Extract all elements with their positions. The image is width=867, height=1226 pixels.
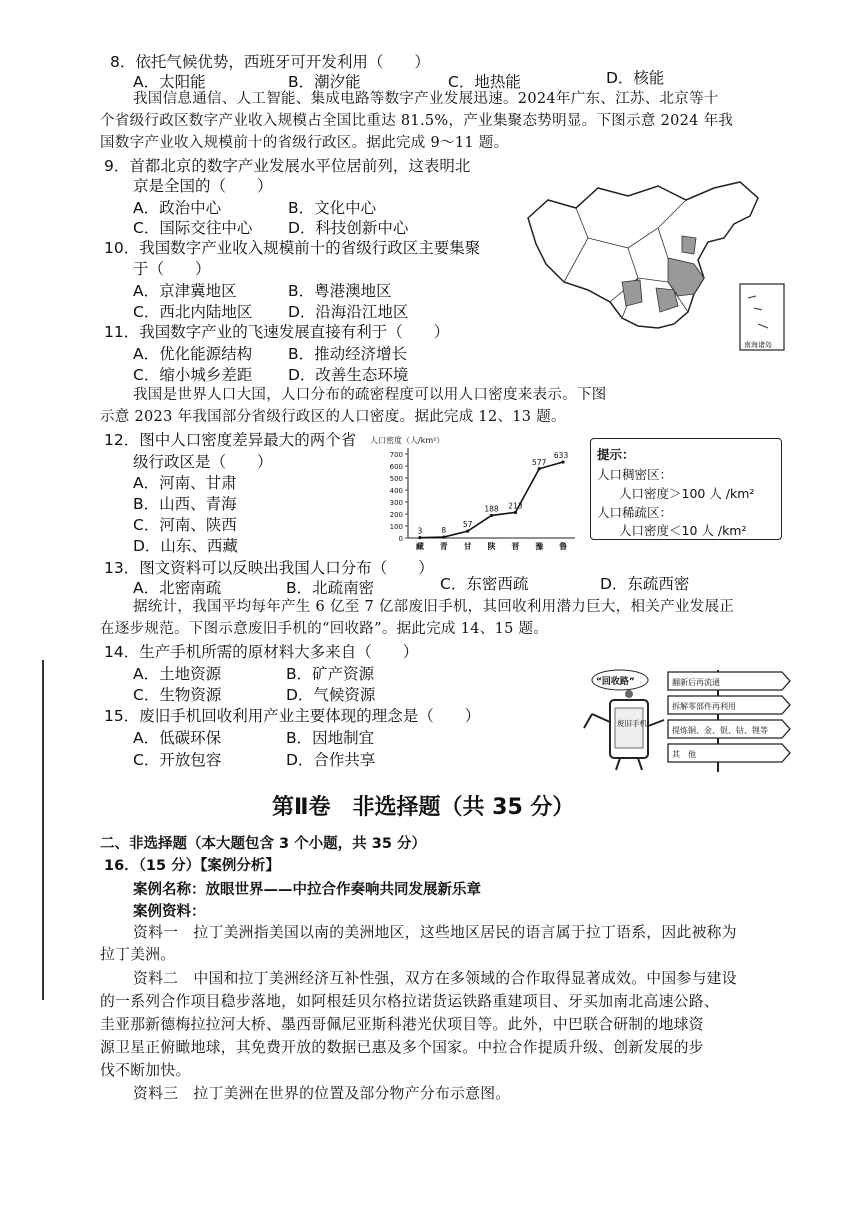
q12-stem-line2: 级行政区是（ ） bbox=[133, 453, 273, 471]
chart-data-label: 213 bbox=[508, 501, 523, 511]
chart-point bbox=[418, 536, 421, 539]
phone-head-dot bbox=[625, 690, 633, 698]
q8-option-a[interactable]: A．太阳能 bbox=[133, 73, 206, 91]
intro-12-13-line2: 示意 2023 年我国部分省级行政区的人口密度。据此完成 12、13 题。 bbox=[100, 409, 566, 425]
intro-9-11-line3: 国数字产业收入规模前十的省级行政区。据此完成 9～11 题。 bbox=[100, 135, 509, 151]
intro-14-15-line1: 据统计，我国平均每年产生 6 亿至 7 亿部废旧手机，其回收利用潜力巨大，相关产业发展正 bbox=[133, 599, 735, 615]
chart-point bbox=[561, 460, 564, 463]
q11-option-a[interactable]: A．优化能源结构 bbox=[133, 345, 253, 363]
phone-screen bbox=[615, 708, 643, 748]
intro-9-11-line1: 我国信息通信、人工智能、集成电路等数字产业发展迅速。2024年广东、江苏、北京等十 bbox=[133, 91, 719, 107]
q13-stem: 13．图文资料可以反映出我国人口分布（ ） bbox=[104, 559, 434, 577]
q16-mat2-line4: 源卫星正俯瞰地球，其免费开放的数据已惠及多个国家。中拉合作提质升级、创新发展的步 bbox=[100, 1039, 704, 1056]
chart-data-label: 8 bbox=[441, 526, 447, 536]
q13-option-c[interactable]: C．东密西疏 bbox=[440, 575, 529, 593]
chart-y-tick-label: 700 bbox=[389, 451, 403, 459]
chart-data-label: 577 bbox=[532, 457, 547, 467]
q10-option-b[interactable]: B．粤港澳地区 bbox=[288, 282, 392, 300]
part2-title: 第Ⅱ卷 非选择题（共 35 分） bbox=[272, 795, 575, 820]
chart-point bbox=[514, 511, 517, 514]
q11-option-c[interactable]: C．缩小城乡差距 bbox=[133, 366, 253, 384]
chart-x-tick-label: 青 bbox=[439, 542, 448, 551]
q9-option-a[interactable]: A．政治中心 bbox=[133, 199, 222, 217]
q8-option-c[interactable]: C．地热能 bbox=[448, 73, 521, 91]
q11-stem: 11．我国数字产业的飞速发展直接有利于（ ） bbox=[104, 323, 450, 341]
chart-y-tick-label: 200 bbox=[389, 511, 403, 519]
q15-option-a[interactable]: A．低碳环保 bbox=[133, 729, 222, 747]
q16-mat3: 资料三 拉丁美洲在世界的位置及部分物产分布示意图。 bbox=[133, 1085, 511, 1102]
q8-stem: 8．依托气候优势，西班牙可开发利用（ ） bbox=[110, 53, 430, 71]
chart-ylabel: 人口密度（人/km²） bbox=[370, 436, 445, 445]
q12-stem-line1: 12．图中人口密度差异最大的两个省 bbox=[104, 431, 357, 449]
chart-y-tick-label: 100 bbox=[389, 523, 403, 531]
q11-option-d[interactable]: D．改善生态环境 bbox=[288, 366, 409, 384]
tip-sparse-label: 人口稀疏区： bbox=[597, 505, 673, 520]
chart-data-label: 188 bbox=[484, 504, 499, 514]
bubble-text: “回收路” bbox=[596, 677, 635, 687]
chart-point bbox=[442, 535, 445, 538]
q8-option-d[interactable]: D．核能 bbox=[606, 69, 665, 87]
chart-y-tick-label: 400 bbox=[389, 487, 403, 495]
chart-y-tick-label: 500 bbox=[389, 475, 403, 483]
chart-x-tick-label: 鲁 bbox=[559, 542, 568, 551]
q9-option-c[interactable]: C．国际交往中心 bbox=[133, 219, 253, 237]
intro-14-15-line2: 在逐步规范。下图示意废旧手机的“回收路”。据此完成 14、15 题。 bbox=[100, 621, 549, 637]
q12-option-b[interactable]: B．山西、青海 bbox=[133, 495, 237, 513]
chart-x-tick-label: 豫 bbox=[535, 542, 544, 551]
intro-12-13-line1: 我国是世界人口大国，人口分布的疏密程度可以用人口密度来表示。下图 bbox=[133, 387, 607, 403]
q12-option-c[interactable]: C．河南、陕西 bbox=[133, 516, 237, 534]
recycle-sign-label: 拆解零部件再利用 bbox=[672, 702, 736, 711]
q16-case-name: 案例名称：放眼世界——中拉合作奏响共同发展新乐章 bbox=[133, 882, 481, 898]
q16-mat2-line3: 圭亚那新德梅拉拉河大桥、墨西哥佩尼亚斯科港光伏项目等。此外，中巴联合研制的地球资 bbox=[100, 1016, 704, 1033]
chart-x-tick-label: 甘 bbox=[463, 542, 472, 551]
phone-legs bbox=[616, 758, 642, 770]
intro-9-11-line2: 个省级行政区数字产业收入规模占全国比重达 81.5%，产业集聚态势明显。下图示意 2024 年我 bbox=[100, 113, 734, 129]
chart-data-label: 57 bbox=[462, 520, 473, 530]
phone-text: 废旧手机 bbox=[617, 719, 647, 728]
tip-dense-rule: 人口密度＞100 人 /km² bbox=[619, 486, 755, 501]
q15-option-b[interactable]: B．因地制宜 bbox=[286, 729, 375, 747]
q14-option-b[interactable]: B．矿产资源 bbox=[286, 665, 375, 683]
chart-y-tick-label: 0 bbox=[398, 535, 403, 543]
chart-point bbox=[490, 514, 493, 517]
q10-option-c[interactable]: C．西北内陆地区 bbox=[133, 303, 253, 321]
china-map-figure bbox=[518, 178, 788, 353]
chart-point bbox=[538, 467, 541, 470]
chart-x-tick-label: 陕 bbox=[487, 542, 496, 551]
chart-y-tick-label: 300 bbox=[389, 499, 403, 507]
q9-option-d[interactable]: D．科技创新中心 bbox=[288, 219, 409, 237]
q12-option-a[interactable]: A．河南、甘肃 bbox=[133, 474, 237, 492]
chart-point bbox=[466, 530, 469, 533]
map-inset-label: 南海诸岛 bbox=[744, 341, 772, 349]
q13-option-a[interactable]: A．北密南疏 bbox=[133, 579, 222, 597]
q15-stem: 15．废旧手机回收利用产业主要体现的理念是（ ） bbox=[104, 707, 481, 725]
q10-option-d[interactable]: D．沿海沿江地区 bbox=[288, 303, 409, 321]
recycle-road-figure bbox=[572, 666, 792, 776]
q16-mat1-line1: 资料一 拉丁美洲指美国以南的美洲地区，这些地区居民的语言属于拉丁语系，因此被称为 bbox=[133, 924, 737, 941]
recycle-sign-label: 其 他 bbox=[672, 750, 696, 759]
population-density-chart bbox=[360, 430, 585, 555]
margin-line bbox=[42, 660, 44, 1000]
q10-stem-line1: 10．我国数字产业收入规模前十的省级行政区主要集聚 bbox=[104, 239, 481, 257]
q16-mat2-line5: 伐不断加快。 bbox=[100, 1062, 191, 1079]
q13-option-b[interactable]: B．北疏南密 bbox=[286, 579, 375, 597]
q8-option-b[interactable]: B．潮汐能 bbox=[288, 73, 361, 91]
chart-x-tick-label: 藏 bbox=[415, 542, 424, 551]
q12-option-d[interactable]: D．山东、西藏 bbox=[133, 537, 238, 555]
tip-title: 提示： bbox=[597, 447, 635, 462]
recycle-sign-label: 提炼铜、金、银、钴、锂等 bbox=[672, 726, 768, 735]
q9-stem-line1: 9．首都北京的数字产业发展水平位居前列，这表明北 bbox=[104, 157, 471, 175]
q16-mat2-line2: 的一系列合作项目稳步落地，如阿根廷贝尔格拉诺货运铁路重建项目、牙买加南北高速公路、 bbox=[100, 993, 719, 1010]
chart-data-label: 3 bbox=[417, 526, 423, 536]
q15-option-c[interactable]: C．开放包容 bbox=[133, 751, 222, 769]
q10-option-a[interactable]: A．京津冀地区 bbox=[133, 282, 237, 300]
q16-mat1-line2: 拉丁美洲。 bbox=[100, 946, 176, 963]
section2-heading: 二、非选择题（本大题包含 3 个小题，共 35 分） bbox=[100, 836, 426, 852]
q14-stem: 14．生产手机所需的原材料大多来自（ ） bbox=[104, 643, 419, 661]
q9-option-b[interactable]: B．文化中心 bbox=[288, 199, 377, 217]
q14-option-a[interactable]: A．土地资源 bbox=[133, 665, 222, 683]
tip-dense-label: 人口稠密区： bbox=[597, 467, 673, 482]
chart-data-label: 633 bbox=[553, 451, 569, 461]
q16-head: 16．（15 分）【案例分析】 bbox=[104, 858, 280, 874]
q16-mat2-line1: 资料二 中国和拉丁美洲经济互补性强，双方在多领域的合作取得显著成效。中国参与建设 bbox=[133, 970, 737, 987]
q11-option-b[interactable]: B．推动经济增长 bbox=[288, 345, 408, 363]
q14-option-d[interactable]: D．气候资源 bbox=[286, 686, 376, 704]
chart-x-tick-label: 晋 bbox=[511, 542, 520, 551]
q10-stem-line2: 于（ ） bbox=[133, 260, 211, 278]
tip-box bbox=[590, 438, 782, 540]
tip-sparse-rule: 人口密度＜10 人 /km² bbox=[619, 523, 747, 538]
q14-option-c[interactable]: C．生物资源 bbox=[133, 686, 222, 704]
q13-option-d[interactable]: D．东疏西密 bbox=[600, 575, 690, 593]
q16-case-material: 案例资料： bbox=[133, 904, 206, 920]
china-outline bbox=[528, 182, 758, 328]
recycle-sign-label: 翻新后再流通 bbox=[672, 678, 720, 687]
q15-option-d[interactable]: D．合作共享 bbox=[286, 751, 376, 769]
chart-y-tick-label: 600 bbox=[389, 463, 403, 471]
q9-stem-line2: 京是全国的（ ） bbox=[133, 177, 273, 195]
